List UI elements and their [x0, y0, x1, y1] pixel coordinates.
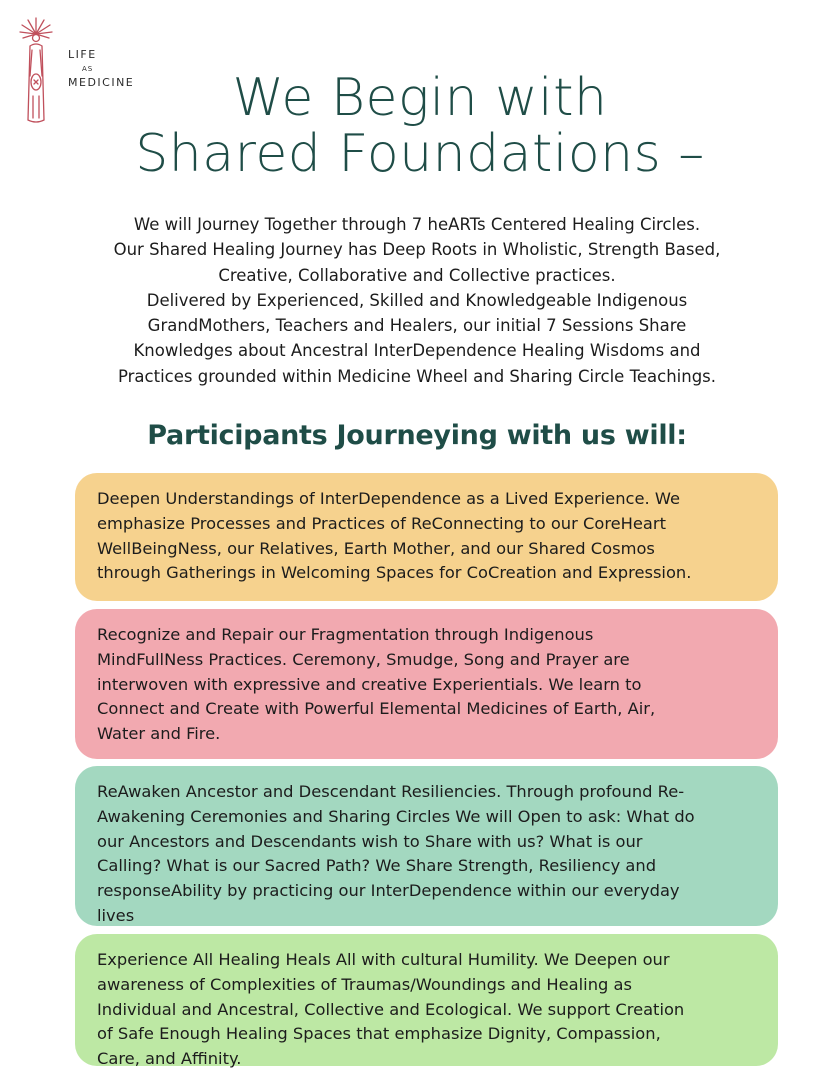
intro-line: We will Journey Together through 7 heARTs Centered Healing Circles.	[133, 215, 701, 234]
intro-line: Our Shared Healing Journey has Deep Roots in Wholistic, Strength Based,	[113, 240, 721, 260]
logo-line-3: MEDICINE	[68, 76, 135, 89]
card-line: awareness of Complexities of Traumas/Woundings and Healing as	[97, 974, 632, 994]
info-card-recognize	[75, 609, 778, 759]
card-line: Care, and Affinity.	[97, 1049, 242, 1069]
card-line: Connect and Create with Powerful Elemental Medicines of Earth, Air,	[97, 699, 656, 719]
card-line: of Safe Enough Healing Spaces that emphasize Dignity, Compassion,	[97, 1024, 661, 1044]
card-line: Individual and Ancestral, Collective and Ecological. We support Creation	[97, 999, 685, 1019]
card-line: lives	[97, 905, 135, 925]
intro-line: GrandMothers, Teachers and Healers, our initial 7 Sessions Share	[147, 316, 687, 336]
intro-line: Creative, Collaborative and Collective practices.	[218, 265, 616, 285]
card-line: Awakening Ceremonies and Sharing Circles We will Open to ask: What do	[97, 806, 695, 826]
card-line: Water and Fire.	[97, 724, 221, 744]
section-heading: Participants Journeying with us will:	[147, 420, 687, 451]
card-line: Recognize and Repair our Fragmentation through Indigenous	[97, 625, 594, 644]
card-line: MindFullNess Practices. Ceremony, Smudge, Song and Prayer are	[97, 649, 630, 669]
card-line: responseAbility by practicing our InterDependence within our everyday	[97, 881, 680, 901]
intro-paragraph	[60, 212, 774, 389]
card-line: through Gatherings in Welcoming Spaces for CoCreation and Expression.	[97, 563, 692, 583]
card-line: emphasize Processes and Practices of ReConnecting to our CoreHeart	[97, 513, 666, 533]
card-line: WellBeingNess, our Relatives, Earth Mother, and our Shared Cosmos	[97, 538, 655, 558]
info-card-experience	[75, 934, 778, 1069]
title-line-2: Shared Foundations –	[135, 124, 705, 184]
card-line: our Ancestors and Descendants wish to Share with us? What is our	[97, 831, 643, 851]
figure-sun-icon	[18, 16, 58, 126]
intro-line: Practices grounded within Medicine Wheel and Sharing Circle Teachings.	[117, 366, 717, 386]
title-line-1: We Begin with	[232, 68, 608, 128]
info-card-reawaken	[75, 766, 778, 926]
intro-line: Knowledges about Ancestral InterDependence Healing Wisdoms and	[133, 341, 701, 361]
card-line: interwoven with expressive and creative Experientials. We learn to	[97, 674, 642, 694]
info-card-understandings	[75, 473, 778, 601]
logo-line-2: AS	[82, 65, 94, 73]
intro-line: Delivered by Experienced, Skilled and Knowledgeable Indigenous	[146, 290, 688, 310]
page-title	[110, 70, 730, 182]
card-line: Experience All Healing Heals All with cultural Humility. We Deepen our	[97, 950, 670, 969]
logo-line-1: LIFE	[68, 48, 97, 61]
card-line: Deepen Understandings of InterDependence as a Lived Experience. We	[97, 489, 681, 508]
card-line: ReAwaken Ancestor and Descendant Resiliencies. Through profound Re-	[97, 782, 685, 801]
card-line: Calling? What is our Sacred Path? We Share Strength, Resiliency and	[97, 856, 657, 876]
